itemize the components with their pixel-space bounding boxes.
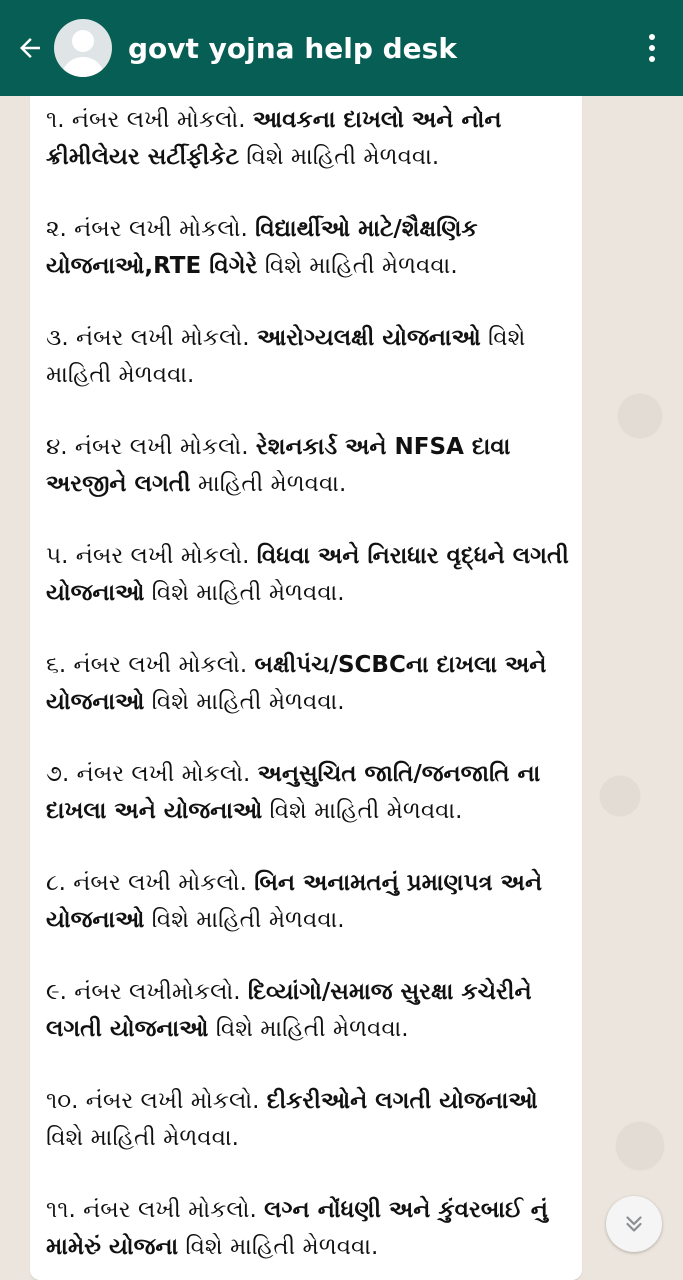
message-bubble[interactable] [30, 96, 582, 1280]
message-line-4: ૪. નંબર લખી મોકલો. રેશનકાર્ડ અને NFSA દાવા અરજીને લગતી માહિતી મેળવવા. [46, 434, 511, 497]
default-avatar-icon[interactable] [54, 19, 112, 77]
message-line-1: ૧. નંબર લખી મોકલો. આવકના દાખલો અને નોન ક્રીમીલેયર સર્ટીફીકેટ વિશે માહિતી મેળવવા. [46, 107, 502, 170]
message-line-8: ૮. નંબર લખી મોકલો. બિન અનામતનું પ્રમાણપત્ર અને યોજનાઓ વિશે માહિતી મેળવવા. [46, 870, 543, 933]
scroll-to-bottom-button[interactable] [606, 1196, 662, 1252]
message-line-11: ૧૧. નંબર લખી મોકલો. લગ્ન નોંધણી અને કુંવરબાઈ નું મામેરું યોજના વિશે માહિતી મેળવવા. [46, 1197, 548, 1260]
message-line-5: ૫. નંબર લખી મોકલો. વિધવા અને નિરાધાર વૃદ્ધને લગતી યોજનાઓ વિશે માહિતી મેળવવા. [46, 543, 569, 606]
chat-title[interactable]: govt yojna help desk [128, 31, 457, 65]
chat-header [0, 0, 683, 96]
message-line-9: ૯. નંબર લખીમોકલો. દિવ્યાંગો/સમાજ સુરક્ષા કચેરીને લગતી યોજનાઓ વિશે માહિતી મેળવવા. [46, 979, 532, 1042]
more-vertical-icon[interactable] [637, 26, 667, 70]
message-line-2: ૨. નંબર લખી મોકલો. વિદ્યાર્થીઓ માટે/શૈક્ષણિક યોજનાઓ,RTE વિગેરે વિશે માહિતી મેળવવા. [46, 216, 478, 279]
message-line-3: ૩. નંબર લખી મોકલો. આરોગ્યલક્ષી યોજનાઓ વિશે માહિતી મેળવવા. [46, 325, 526, 388]
message-line-7: ૭. નંબર લખી મોકલો. અનુસુચિત જાતિ/જનજાતિ ના દાખલા અને યોજનાઓ વિશે માહિતી મેળવવા. [46, 761, 541, 824]
message-line-6: ૬. નંબર લખી મોકલો. બક્ષીપંચ/SCBCના દાખલા અને યોજનાઓ વિશે માહિતી મેળવવા. [46, 652, 547, 715]
message-line-10: ૧૦. નંબર લખી મોકલો. દીકરીઓને લગતી યોજનાઓ વિશે માહિતી મેળવવા. [46, 1088, 538, 1151]
back-arrow-icon[interactable] [8, 26, 52, 70]
double-chevron-down-icon [621, 1211, 647, 1237]
